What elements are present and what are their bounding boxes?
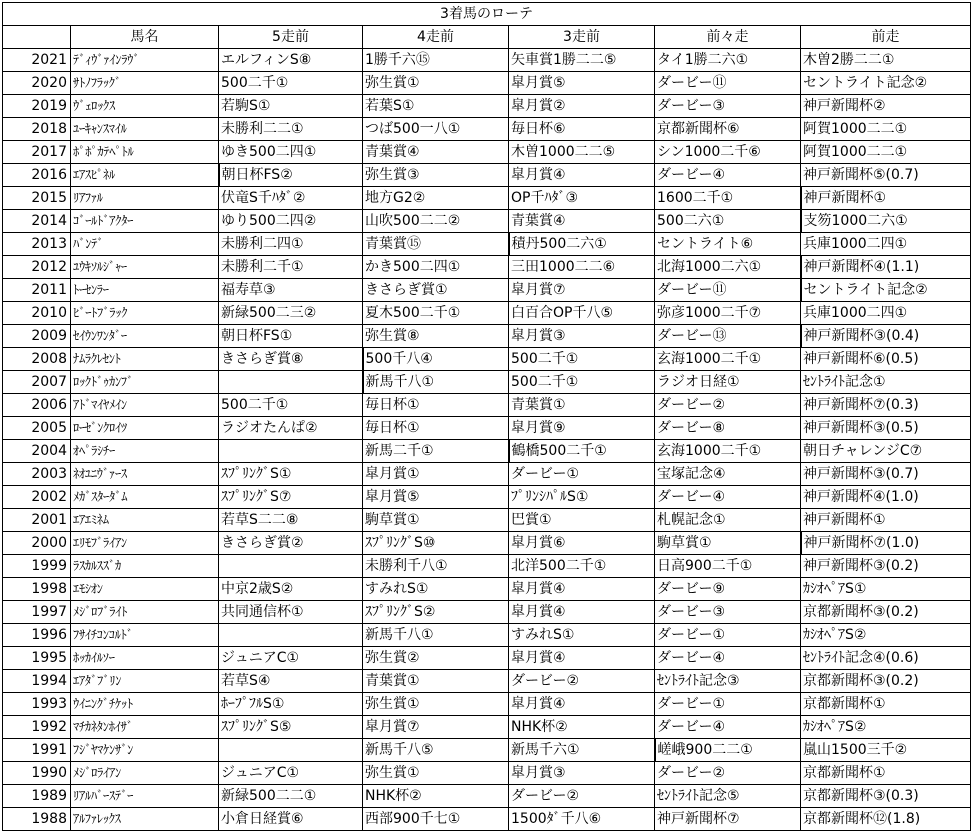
table-title: 3着馬のローテ bbox=[3, 3, 971, 26]
race-cell: ｾﾝﾄﾗｲﾄ記念④(0.6) bbox=[801, 647, 971, 670]
year-cell: 2012 bbox=[3, 256, 71, 279]
table-row bbox=[3, 210, 971, 233]
race-cell: ゆり500二四② bbox=[219, 210, 363, 233]
horse-name-cell: ｾｲｳﾝﾜﾝﾀﾞｰ bbox=[71, 325, 219, 348]
horse-name-cell: ﾘｱﾙﾊﾞｰｽﾃﾞｰ bbox=[71, 785, 219, 808]
race-cell: 小倉日経賞⑥ bbox=[219, 808, 363, 831]
race-cell: 皐月賞① bbox=[363, 463, 509, 486]
horse-name-cell: ｴﾘﾓﾌﾞﾗｲｱﾝ bbox=[71, 532, 219, 555]
race-cell: ゆき500二四① bbox=[219, 141, 363, 164]
race-cell: 矢車賞1勝二二⑤ bbox=[509, 49, 655, 72]
race-cell: 青葉賞④ bbox=[509, 210, 655, 233]
race-cell: 京都新聞杯③(0.2) bbox=[801, 670, 971, 693]
header-last-race: 前走 bbox=[801, 26, 971, 49]
table-row bbox=[3, 164, 971, 187]
race-cell: ｾﾝﾄﾗｲﾄ記念⑤ bbox=[655, 785, 801, 808]
year-cell: 1992 bbox=[3, 716, 71, 739]
table-row bbox=[3, 141, 971, 164]
horse-name-cell: ﾋﾞｰﾄﾌﾞﾗｯｸ bbox=[71, 302, 219, 325]
race-cell: 未勝利千八① bbox=[363, 555, 509, 578]
race-cell: つば500一八① bbox=[363, 118, 509, 141]
race-cell: ダービー③ bbox=[655, 601, 801, 624]
race-cell: ダービー④ bbox=[655, 486, 801, 509]
year-cell: 2016 bbox=[3, 164, 71, 187]
year-cell: 1988 bbox=[3, 808, 71, 831]
race-cell: 皐月賞④ bbox=[509, 601, 655, 624]
race-cell: すみれS① bbox=[509, 624, 655, 647]
race-cell: ジュニアC① bbox=[219, 762, 363, 785]
title-row bbox=[3, 3, 971, 26]
year-cell: 2019 bbox=[3, 95, 71, 118]
race-cell: 嵯峨900二二① bbox=[655, 739, 801, 762]
year-cell: 1996 bbox=[3, 624, 71, 647]
table-row bbox=[3, 72, 971, 95]
race-cell: きさらぎ賞② bbox=[219, 532, 363, 555]
race-cell bbox=[219, 371, 363, 394]
race-cell: ダービー⑪ bbox=[655, 72, 801, 95]
race-cell: きさらぎ賞⑧ bbox=[219, 348, 363, 371]
race-cell: ｶｼｵﾍﾟｱS② bbox=[801, 624, 971, 647]
year-cell: 2014 bbox=[3, 210, 71, 233]
table-row bbox=[3, 647, 971, 670]
race-cell: 宝塚記念④ bbox=[655, 463, 801, 486]
race-cell: ダービー④ bbox=[655, 164, 801, 187]
table-row bbox=[3, 716, 971, 739]
year-cell: 1994 bbox=[3, 670, 71, 693]
year-cell: 1995 bbox=[3, 647, 71, 670]
race-cell: 白百合OP千八⑤ bbox=[509, 302, 655, 325]
race-cell: 500二千① bbox=[509, 371, 655, 394]
race-cell: 500二千① bbox=[509, 348, 655, 371]
table-row bbox=[3, 670, 971, 693]
year-cell: 1991 bbox=[3, 739, 71, 762]
race-cell: ダービー④ bbox=[655, 716, 801, 739]
spreadsheet bbox=[2, 2, 971, 831]
year-cell: 2006 bbox=[3, 394, 71, 417]
race-cell: 玄海1000二千① bbox=[655, 348, 801, 371]
race-cell: 三田1000二二⑥ bbox=[509, 256, 655, 279]
race-cell: 神戸新聞杯④(1.0) bbox=[801, 486, 971, 509]
header-row bbox=[3, 26, 971, 49]
race-cell: きさらぎ賞① bbox=[363, 279, 509, 302]
race-cell: エルフィンS⑧ bbox=[219, 49, 363, 72]
race-cell: 弥生賞③ bbox=[363, 164, 509, 187]
race-cell: 弥生賞① bbox=[363, 693, 509, 716]
race-cell: ダービー⑪ bbox=[655, 279, 801, 302]
race-cell: 巴賞① bbox=[509, 509, 655, 532]
race-cell: ダービー③ bbox=[655, 95, 801, 118]
race-cell: 皐月賞④ bbox=[509, 164, 655, 187]
race-cell: 弥生賞① bbox=[363, 762, 509, 785]
race-cell: 山吹500二二② bbox=[363, 210, 509, 233]
race-cell: 新緑500二三② bbox=[219, 302, 363, 325]
race-cell: 皐月賞② bbox=[509, 95, 655, 118]
header-horse-name: 馬名 bbox=[71, 26, 219, 49]
horse-name-cell: ｵﾍﾟﾗｼﾁｰ bbox=[71, 440, 219, 463]
race-cell: タイ1勝二六① bbox=[655, 49, 801, 72]
race-cell: 弥生賞⑧ bbox=[363, 325, 509, 348]
horse-name-cell: ﾒｼﾞﾛﾗｲｱﾝ bbox=[71, 762, 219, 785]
race-cell: 京都新聞杯① bbox=[801, 693, 971, 716]
year-cell: 2007 bbox=[3, 371, 71, 394]
race-cell: ダービー② bbox=[509, 785, 655, 808]
race-cell: 未勝利二二① bbox=[219, 118, 363, 141]
race-cell: 共同通信杯① bbox=[219, 601, 363, 624]
race-cell: 木曽2勝二二① bbox=[801, 49, 971, 72]
race-cell: 弥彦1000二千⑦ bbox=[655, 302, 801, 325]
race-cell: ﾌﾟﾘﾝｼﾊﾟﾙS① bbox=[509, 486, 655, 509]
race-cell: 青葉賞④ bbox=[363, 141, 509, 164]
race-cell: NHK杯② bbox=[509, 716, 655, 739]
race-cell: 朝日杯FS① bbox=[219, 325, 363, 348]
year-cell: 1989 bbox=[3, 785, 71, 808]
horse-name-cell: ﾎｯｶｲﾙｿｰ bbox=[71, 647, 219, 670]
race-cell: 青葉賞① bbox=[363, 670, 509, 693]
horse-name-cell: ﾏﾁｶﾈﾀﾝﾎｲｻﾞ bbox=[71, 716, 219, 739]
horse-name-cell: ﾅﾑﾗｸﾚｾﾝﾄ bbox=[71, 348, 219, 371]
year-cell: 1997 bbox=[3, 601, 71, 624]
race-cell: 兵庫1000二四① bbox=[801, 302, 971, 325]
year-cell: 2008 bbox=[3, 348, 71, 371]
race-cell: 積丹500二六① bbox=[509, 233, 655, 256]
table-row bbox=[3, 417, 971, 440]
race-cell: 未勝利二四① bbox=[219, 233, 363, 256]
horse-name-cell: ﾘｱﾌｧﾙ bbox=[71, 187, 219, 210]
table-row bbox=[3, 762, 971, 785]
year-cell: 2003 bbox=[3, 463, 71, 486]
race-cell: ｽﾌﾟﾘﾝｸﾞS② bbox=[363, 601, 509, 624]
horse-name-cell: ｳﾞｪﾛｯｸｽ bbox=[71, 95, 219, 118]
table-row bbox=[3, 118, 971, 141]
horse-name-cell: ﾛｰｾﾞﾝｸﾛｲﾂ bbox=[71, 417, 219, 440]
horse-name-cell: ﾌｼﾞﾔﾏｹﾝｻﾞﾝ bbox=[71, 739, 219, 762]
race-cell: 若草S④ bbox=[219, 670, 363, 693]
horse-name-cell: ﾎﾟﾎﾟｶﾃﾍﾟﾄﾙ bbox=[71, 141, 219, 164]
race-cell: セントライト記念② bbox=[801, 279, 971, 302]
race-cell: 新馬千八⑤ bbox=[363, 739, 509, 762]
race-cell: 新馬千八① bbox=[363, 624, 509, 647]
horse-name-cell: ﾃﾞｨｳﾞｧｲﾝﾗｳﾞ bbox=[71, 49, 219, 72]
race-cell: 神戸新聞杯⑤(0.7) bbox=[801, 164, 971, 187]
table-row bbox=[3, 532, 971, 555]
race-cell: ｶｼｵﾍﾟｱS① bbox=[801, 578, 971, 601]
race-cell: 鶴橋500二千① bbox=[509, 440, 655, 463]
race-cell: 北洋500二千① bbox=[509, 555, 655, 578]
year-cell: 2009 bbox=[3, 325, 71, 348]
race-cell: ダービー① bbox=[509, 463, 655, 486]
race-cell: 未勝利二千① bbox=[219, 256, 363, 279]
horse-name-cell: ﾒｶﾞｽﾀｰﾀﾞﾑ bbox=[71, 486, 219, 509]
horse-name-cell: ﾄｰｾﾝﾗｰ bbox=[71, 279, 219, 302]
table-row bbox=[3, 233, 971, 256]
race-cell bbox=[219, 739, 363, 762]
race-cell: 若草S二二⑧ bbox=[219, 509, 363, 532]
race-cell: シン1000二千⑥ bbox=[655, 141, 801, 164]
race-cell: 皐月賞④ bbox=[509, 693, 655, 716]
race-cell: かき500二四① bbox=[363, 256, 509, 279]
year-cell: 2001 bbox=[3, 509, 71, 532]
horse-name-cell: ｴｱｴﾐﾈﾑ bbox=[71, 509, 219, 532]
race-cell: 500二六① bbox=[655, 210, 801, 233]
race-cell: 札幌記念① bbox=[655, 509, 801, 532]
horse-name-cell: ｳｲﾆﾝｸﾞﾁｹｯﾄ bbox=[71, 693, 219, 716]
race-cell: 1勝千六⑮ bbox=[363, 49, 509, 72]
horse-name-cell: ｴｱﾀﾞﾌﾞﾘﾝ bbox=[71, 670, 219, 693]
horse-name-cell: ﾕｳｷｿﾙｼﾞｬｰ bbox=[71, 256, 219, 279]
year-cell: 1998 bbox=[3, 578, 71, 601]
race-cell: 若駒S① bbox=[219, 95, 363, 118]
race-cell: 新馬二千① bbox=[363, 440, 509, 463]
race-cell: 皐月賞③ bbox=[509, 325, 655, 348]
table-row bbox=[3, 348, 971, 371]
race-cell: 1600二千① bbox=[655, 187, 801, 210]
race-cell: ｾﾝﾄﾗｲﾄ記念③ bbox=[655, 670, 801, 693]
horse-name-cell: ｱﾄﾞﾏｲﾔﾒｲﾝ bbox=[71, 394, 219, 417]
race-cell: 神戸新聞杯⑦(0.3) bbox=[801, 394, 971, 417]
race-cell: 青葉賞⑮ bbox=[363, 233, 509, 256]
race-cell: 皐月賞⑤ bbox=[509, 72, 655, 95]
year-cell: 2021 bbox=[3, 49, 71, 72]
race-cell: 朝日チャレンジC⑦ bbox=[801, 440, 971, 463]
race-cell: 西部900千七① bbox=[363, 808, 509, 831]
race-cell: 日高900二千① bbox=[655, 555, 801, 578]
year-cell: 2000 bbox=[3, 532, 71, 555]
year-cell: 2018 bbox=[3, 118, 71, 141]
race-cell: 新馬千八① bbox=[363, 371, 509, 394]
race-cell: 神戸新聞杯③(0.7) bbox=[801, 463, 971, 486]
race-cell: 福寿草③ bbox=[219, 279, 363, 302]
table-row bbox=[3, 509, 971, 532]
horse-name-cell: ｴｱｽﾋﾟﾈﾙ bbox=[71, 164, 219, 187]
race-cell: ダービー④ bbox=[655, 647, 801, 670]
horse-name-cell: ﾕｰｷｬﾝｽﾏｲﾙ bbox=[71, 118, 219, 141]
race-cell: NHK杯② bbox=[363, 785, 509, 808]
horse-name-cell: ﾊﾞﾝﾃﾞ bbox=[71, 233, 219, 256]
table-row bbox=[3, 325, 971, 348]
table-row bbox=[3, 739, 971, 762]
race-cell: 皐月賞⑥ bbox=[509, 532, 655, 555]
race-cell: ｽﾌﾟﾘﾝｸﾞS① bbox=[219, 463, 363, 486]
race-cell: 毎日杯⑥ bbox=[509, 118, 655, 141]
race-cell: 新緑500二二① bbox=[219, 785, 363, 808]
race-cell: ジュニアC① bbox=[219, 647, 363, 670]
race-cell: 神戸新聞杯③(0.4) bbox=[801, 325, 971, 348]
race-cell: 神戸新聞杯① bbox=[801, 509, 971, 532]
race-cell: 駒草賞① bbox=[655, 532, 801, 555]
table-row bbox=[3, 302, 971, 325]
table-row bbox=[3, 624, 971, 647]
race-cell: 支笏1000二六① bbox=[801, 210, 971, 233]
race-cell: ラジオ日経① bbox=[655, 371, 801, 394]
table-row bbox=[3, 187, 971, 210]
year-cell: 2013 bbox=[3, 233, 71, 256]
header-3-races-ago: 3走前 bbox=[509, 26, 655, 49]
race-cell: ダービー① bbox=[655, 624, 801, 647]
race-cell: 京都新聞杯① bbox=[801, 762, 971, 785]
race-cell: セントライト記念② bbox=[801, 72, 971, 95]
year-cell: 2015 bbox=[3, 187, 71, 210]
race-cell: 神戸新聞杯③(0.5) bbox=[801, 417, 971, 440]
race-cell: 兵庫1000二四① bbox=[801, 233, 971, 256]
race-cell bbox=[219, 624, 363, 647]
table-row bbox=[3, 95, 971, 118]
race-cell: 弥生賞② bbox=[363, 647, 509, 670]
race-cell: 500二千① bbox=[219, 72, 363, 95]
race-cell: 500二千① bbox=[219, 394, 363, 417]
race-cell: ダービー② bbox=[655, 762, 801, 785]
race-cell: ラジオたんぱ② bbox=[219, 417, 363, 440]
race-cell: ダービー⑧ bbox=[655, 417, 801, 440]
race-cell: 神戸新聞杯② bbox=[801, 95, 971, 118]
race-cell: ｾﾝﾄﾗｲﾄ記念① bbox=[801, 371, 971, 394]
race-cell: 皐月賞⑨ bbox=[509, 417, 655, 440]
table-row bbox=[3, 486, 971, 509]
race-cell: 京都新聞杯⑫(1.8) bbox=[801, 808, 971, 831]
race-cell: 皐月賞③ bbox=[509, 762, 655, 785]
horse-name-cell: ｺﾞｰﾙﾄﾞｱｸﾀｰ bbox=[71, 210, 219, 233]
race-cell: 皐月賞⑤ bbox=[363, 486, 509, 509]
race-cell: 中京2歳S② bbox=[219, 578, 363, 601]
race-cell: 神戸新聞杯④(1.1) bbox=[801, 256, 971, 279]
race-cell: ダービー② bbox=[509, 670, 655, 693]
year-cell: 1993 bbox=[3, 693, 71, 716]
race-cell: 地方G2② bbox=[363, 187, 509, 210]
race-cell: OP千ﾊﾀﾞ③ bbox=[509, 187, 655, 210]
race-cell: 嵐山1500三千② bbox=[801, 739, 971, 762]
race-cell: すみれS① bbox=[363, 578, 509, 601]
horse-name-cell: ﾛｯｸﾄﾞｩｶﾝﾌﾞ bbox=[71, 371, 219, 394]
race-cell: ｶｼｵﾍﾟｱS② bbox=[801, 716, 971, 739]
year-cell: 2010 bbox=[3, 302, 71, 325]
table-row bbox=[3, 555, 971, 578]
race-cell: 神戸新聞杯⑦(1.0) bbox=[801, 532, 971, 555]
race-cell: 阿賀1000二二① bbox=[801, 141, 971, 164]
race-cell bbox=[219, 555, 363, 578]
race-cell: ｽﾌﾟﾘﾝｸﾞS⑦ bbox=[219, 486, 363, 509]
horse-name-cell: ｱﾙﾌｧﾚｯｸｽ bbox=[71, 808, 219, 831]
race-cell: 毎日杯① bbox=[363, 417, 509, 440]
table-row bbox=[3, 256, 971, 279]
year-cell: 2017 bbox=[3, 141, 71, 164]
race-cell: ダービー① bbox=[655, 693, 801, 716]
header-4-races-ago: 4走前 bbox=[363, 26, 509, 49]
race-cell: 神戸新聞杯① bbox=[801, 187, 971, 210]
race-cell: ダービー② bbox=[655, 394, 801, 417]
race-cell: ﾎｰﾌﾟﾌﾙS① bbox=[219, 693, 363, 716]
horse-name-cell: ｴﾓｼｵﾝ bbox=[71, 578, 219, 601]
table-row bbox=[3, 785, 971, 808]
year-cell: 2002 bbox=[3, 486, 71, 509]
race-cell: セントライト⑥ bbox=[655, 233, 801, 256]
race-cell: ｽﾌﾟﾘﾝｸﾞS⑩ bbox=[363, 532, 509, 555]
year-cell: 2020 bbox=[3, 72, 71, 95]
race-cell: 北海1000二六① bbox=[655, 256, 801, 279]
table-row bbox=[3, 578, 971, 601]
year-cell: 2005 bbox=[3, 417, 71, 440]
race-cell: 朝日杯FS② bbox=[219, 164, 363, 187]
race-cell: 阿賀1000二二① bbox=[801, 118, 971, 141]
race-cell: 1500ﾀﾞ千八⑥ bbox=[509, 808, 655, 831]
horse-name-cell: ﾗｽｶﾙｽｽﾞｶ bbox=[71, 555, 219, 578]
race-cell: 京都新聞杯③(0.2) bbox=[801, 601, 971, 624]
race-cell: 弥生賞① bbox=[363, 72, 509, 95]
race-cell: 若葉S① bbox=[363, 95, 509, 118]
header-year bbox=[3, 26, 71, 49]
table-row bbox=[3, 601, 971, 624]
race-cell: ダービー⑬ bbox=[655, 325, 801, 348]
race-cell: 青葉賞① bbox=[509, 394, 655, 417]
race-cell bbox=[219, 440, 363, 463]
header-2-races-ago: 前々走 bbox=[655, 26, 801, 49]
race-cell: 皐月賞④ bbox=[509, 578, 655, 601]
table-row bbox=[3, 49, 971, 72]
rotation-table bbox=[2, 2, 971, 831]
race-cell: 木曽1000二二⑤ bbox=[509, 141, 655, 164]
race-cell: 神戸新聞杯⑥(0.5) bbox=[801, 348, 971, 371]
race-cell: 駒草賞① bbox=[363, 509, 509, 532]
table-row bbox=[3, 371, 971, 394]
race-cell: 皐月賞⑦ bbox=[509, 279, 655, 302]
table-row bbox=[3, 463, 971, 486]
table-row bbox=[3, 693, 971, 716]
table-row bbox=[3, 394, 971, 417]
year-cell: 2004 bbox=[3, 440, 71, 463]
race-cell: 神戸新聞杯⑦ bbox=[655, 808, 801, 831]
race-cell: 京都新聞杯⑥ bbox=[655, 118, 801, 141]
year-cell: 1999 bbox=[3, 555, 71, 578]
table-row bbox=[3, 440, 971, 463]
header-5-races-ago: 5走前 bbox=[219, 26, 363, 49]
horse-name-cell: ﾌｻｲﾁｺﾝｺﾙﾄﾞ bbox=[71, 624, 219, 647]
race-cell: 夏木500二千① bbox=[363, 302, 509, 325]
table-row bbox=[3, 808, 971, 831]
race-cell: 玄海1000二千① bbox=[655, 440, 801, 463]
race-cell: 500千八④ bbox=[363, 348, 509, 371]
horse-name-cell: ｻﾄﾉﾌﾗｯｸﾞ bbox=[71, 72, 219, 95]
race-cell: 神戸新聞杯③(0.2) bbox=[801, 555, 971, 578]
year-cell: 1990 bbox=[3, 762, 71, 785]
race-cell: 新馬千六① bbox=[509, 739, 655, 762]
race-cell: ダービー⑨ bbox=[655, 578, 801, 601]
table-row bbox=[3, 279, 971, 302]
horse-name-cell: ﾒｼﾞﾛﾌﾞﾗｲﾄ bbox=[71, 601, 219, 624]
race-cell: ｽﾌﾟﾘﾝｸﾞS⑤ bbox=[219, 716, 363, 739]
race-cell: 毎日杯① bbox=[363, 394, 509, 417]
year-cell: 2011 bbox=[3, 279, 71, 302]
race-cell: 皐月賞⑦ bbox=[363, 716, 509, 739]
horse-name-cell: ﾈｵﾕﾆｳﾞｧｰｽ bbox=[71, 463, 219, 486]
race-cell: 皐月賞④ bbox=[509, 647, 655, 670]
race-cell: 京都新聞杯③(0.3) bbox=[801, 785, 971, 808]
race-cell: 伏竜S千ﾊﾀﾞ② bbox=[219, 187, 363, 210]
